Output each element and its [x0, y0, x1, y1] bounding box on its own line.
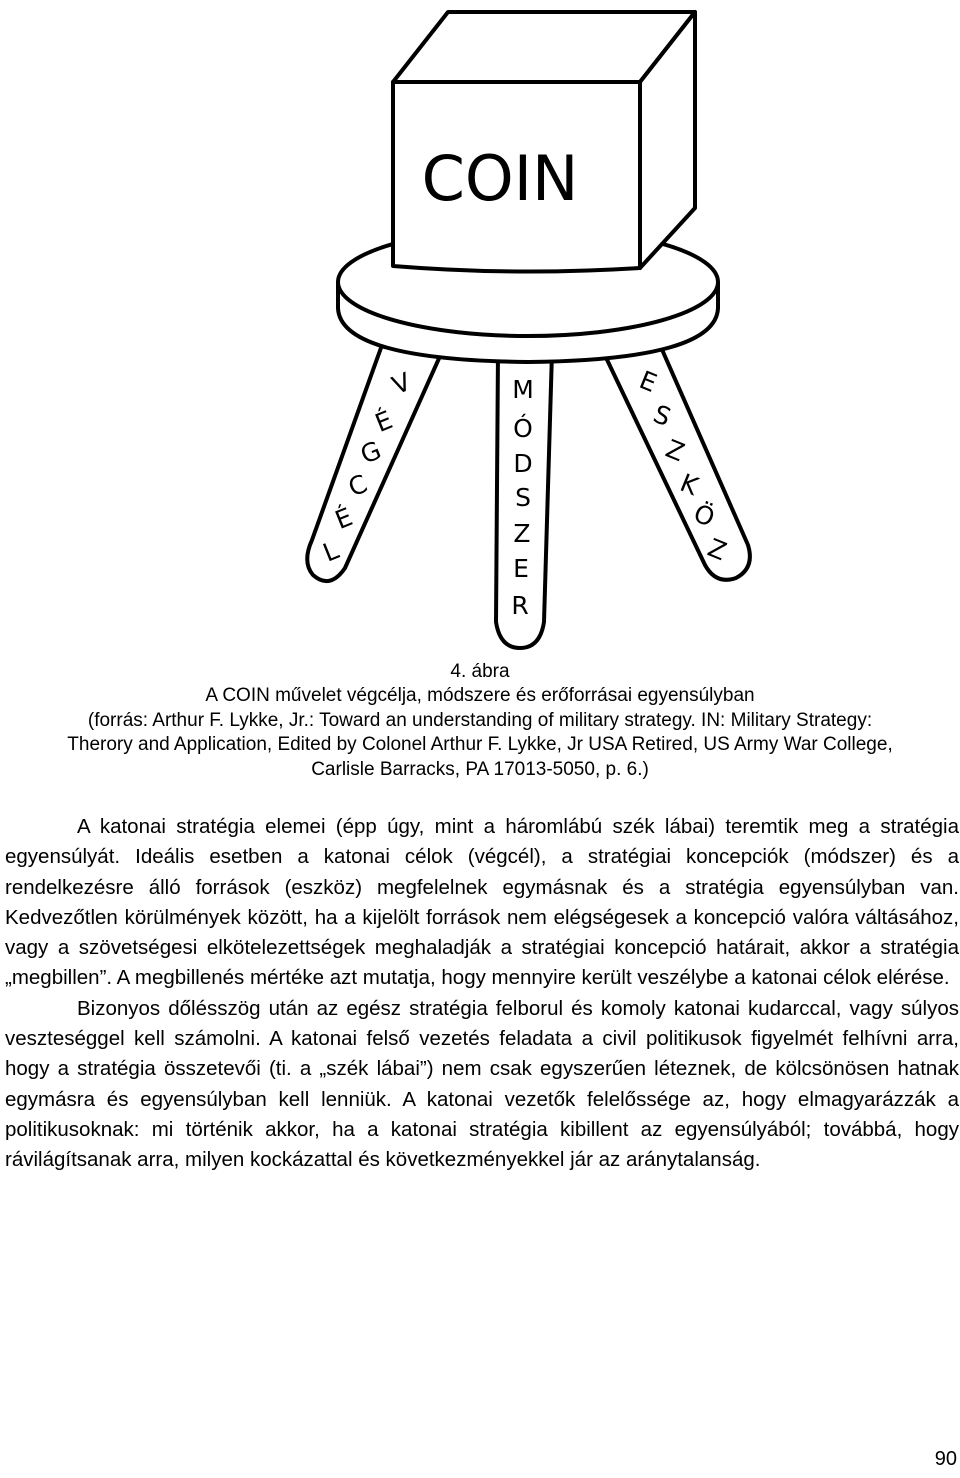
paragraph: Bizonyos dőlésszög után az egész stratégia felborul és komoly katonai kudarccal, vagy súlyos veszteséggel kell számolni. A katonai felső vezetés feladata a civil politikusok figyelmét felhívni arra, hogy a stratégia összetevői (ti. a „szék lábai”) nem csak egyszerűen léteznek, de kölcsönösen hatnak egymásra és egyensúlyban kell lenniük. A katonai vezetők felelőssége az, hogy elmagyarázzák a politikusoknak: mi történik akkor, ha a katonai stratégia kibillent az egyensúlyából; továbbá, hogy rávilágítsanak arra, milyen kockázattal és következményekkel jár az aránytalanság. [5, 996, 959, 1172]
coin-stool-illustration [0, 0, 960, 660]
leg-letter: E [635, 365, 661, 398]
leg-letter: G [356, 435, 386, 470]
leg-letter: K [676, 468, 703, 502]
figure-title: A COIN művelet végcélja, módszere és erőforrásai egyensúlyban [205, 685, 755, 707]
figure-number: 4. ábra [450, 661, 510, 682]
leg-letter: Ó [513, 414, 533, 443]
page-number: 90 [934, 1448, 957, 1470]
figure-caption [0, 660, 960, 782]
figure-source-line: Carlisle Barracks, PA 17013-5050, p. 6.) [311, 758, 649, 780]
leg-letter: C [344, 468, 372, 503]
leg-letter: L [318, 535, 343, 568]
leg-letter: S [649, 399, 675, 432]
leg-letter: M [512, 375, 534, 404]
body-text [5, 812, 959, 1176]
leg-letter: Z [661, 433, 689, 468]
cube-label: COIN [421, 142, 579, 215]
figure-source-line: Therory and Application, Edited by Colonel Arthur F. Lykke, Jr USA Retired, US Army War College, [67, 734, 893, 756]
leg-letter: R [511, 591, 529, 620]
leg-letter: É [371, 405, 397, 438]
paragraph: A katonai stratégia elemei (épp úgy, mint a háromlábú szék lábai) teremtik meg a stratégia egyensúlyát. Ideális esetben a katonai célok (végcél), a stratégiai koncepciók (módszer) és a rendelkezésre álló források (eszköz) megfelelnek egymásnak és a stratégia egyensúlyban van. Kedvezőtlen körülmények között, ha a kijelölt források nem elégségesek a koncepció valóra váltásához, vagy a szövetségesi elkötelezettségek meghaladják a stratégiai koncepció határait, akkor a stratégia „megbillen”. A megbillenés mértéke azt mutatja, hogy mennyire került veszélybe a katonai célok elérése. [5, 815, 959, 990]
leg-letter: É [331, 502, 357, 535]
leg-letter: Z [703, 532, 731, 567]
leg-letter: S [515, 483, 531, 512]
leg-letter: Ö [689, 498, 719, 533]
leg-letter: E [513, 554, 529, 583]
leg-letter: V [388, 366, 415, 401]
leg-letter: D [513, 449, 533, 478]
figure-source-line: (forrás: Arthur F. Lykke, Jr.: Toward an understanding of military strategy. IN: Military Strategy: [87, 709, 873, 731]
leg-letter: Z [513, 519, 531, 548]
